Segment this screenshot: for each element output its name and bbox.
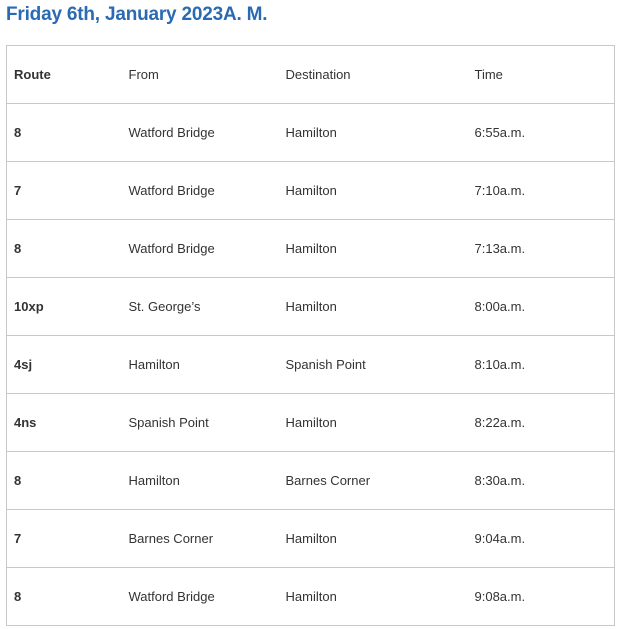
column-header-from: From — [122, 46, 279, 104]
table-row — [7, 220, 615, 278]
from-cell: Watford Bridge — [122, 568, 279, 626]
from-cell: Barnes Corner — [122, 510, 279, 568]
column-header-route: Route — [7, 46, 122, 104]
destination-cell: Hamilton — [279, 568, 468, 626]
from-cell: Spanish Point — [122, 394, 279, 452]
column-header-destination: Destination — [279, 46, 468, 104]
table-header-row — [7, 46, 615, 104]
table-row — [7, 104, 615, 162]
column-header-time: Time — [468, 46, 615, 104]
destination-cell: Hamilton — [279, 394, 468, 452]
destination-cell: Hamilton — [279, 220, 468, 278]
from-cell: Hamilton — [122, 452, 279, 510]
time-cell: 8:10a.m. — [468, 336, 615, 394]
table-row — [7, 278, 615, 336]
table-row — [7, 162, 615, 220]
route-cell: 4ns — [7, 394, 122, 452]
table-row — [7, 510, 615, 568]
from-cell: St. George’s — [122, 278, 279, 336]
route-cell: 7 — [7, 510, 122, 568]
from-cell: Watford Bridge — [122, 220, 279, 278]
page-title: Friday 6th, January 2023A. M. — [6, 4, 268, 25]
time-cell: 8:30a.m. — [468, 452, 615, 510]
destination-cell: Hamilton — [279, 162, 468, 220]
route-cell: 4sj — [7, 336, 122, 394]
time-cell: 8:00a.m. — [468, 278, 615, 336]
bus-schedule-table — [6, 45, 615, 626]
route-cell: 10xp — [7, 278, 122, 336]
time-cell: 9:04a.m. — [468, 510, 615, 568]
route-cell: 7 — [7, 162, 122, 220]
time-cell: 8:22a.m. — [468, 394, 615, 452]
from-cell: Hamilton — [122, 336, 279, 394]
table-row — [7, 336, 615, 394]
table-row — [7, 394, 615, 452]
destination-cell: Hamilton — [279, 278, 468, 336]
route-cell: 8 — [7, 568, 122, 626]
time-cell: 7:13a.m. — [468, 220, 615, 278]
schedule-table-container — [6, 45, 614, 626]
table-row — [7, 568, 615, 626]
route-cell: 8 — [7, 220, 122, 278]
from-cell: Watford Bridge — [122, 162, 279, 220]
time-cell: 9:08a.m. — [468, 568, 615, 626]
table-row — [7, 452, 615, 510]
time-cell: 7:10a.m. — [468, 162, 615, 220]
from-cell: Watford Bridge — [122, 104, 279, 162]
destination-cell: Spanish Point — [279, 336, 468, 394]
time-cell: 6:55a.m. — [468, 104, 615, 162]
destination-cell: Hamilton — [279, 104, 468, 162]
destination-cell: Barnes Corner — [279, 452, 468, 510]
destination-cell: Hamilton — [279, 510, 468, 568]
route-cell: 8 — [7, 452, 122, 510]
route-cell: 8 — [7, 104, 122, 162]
